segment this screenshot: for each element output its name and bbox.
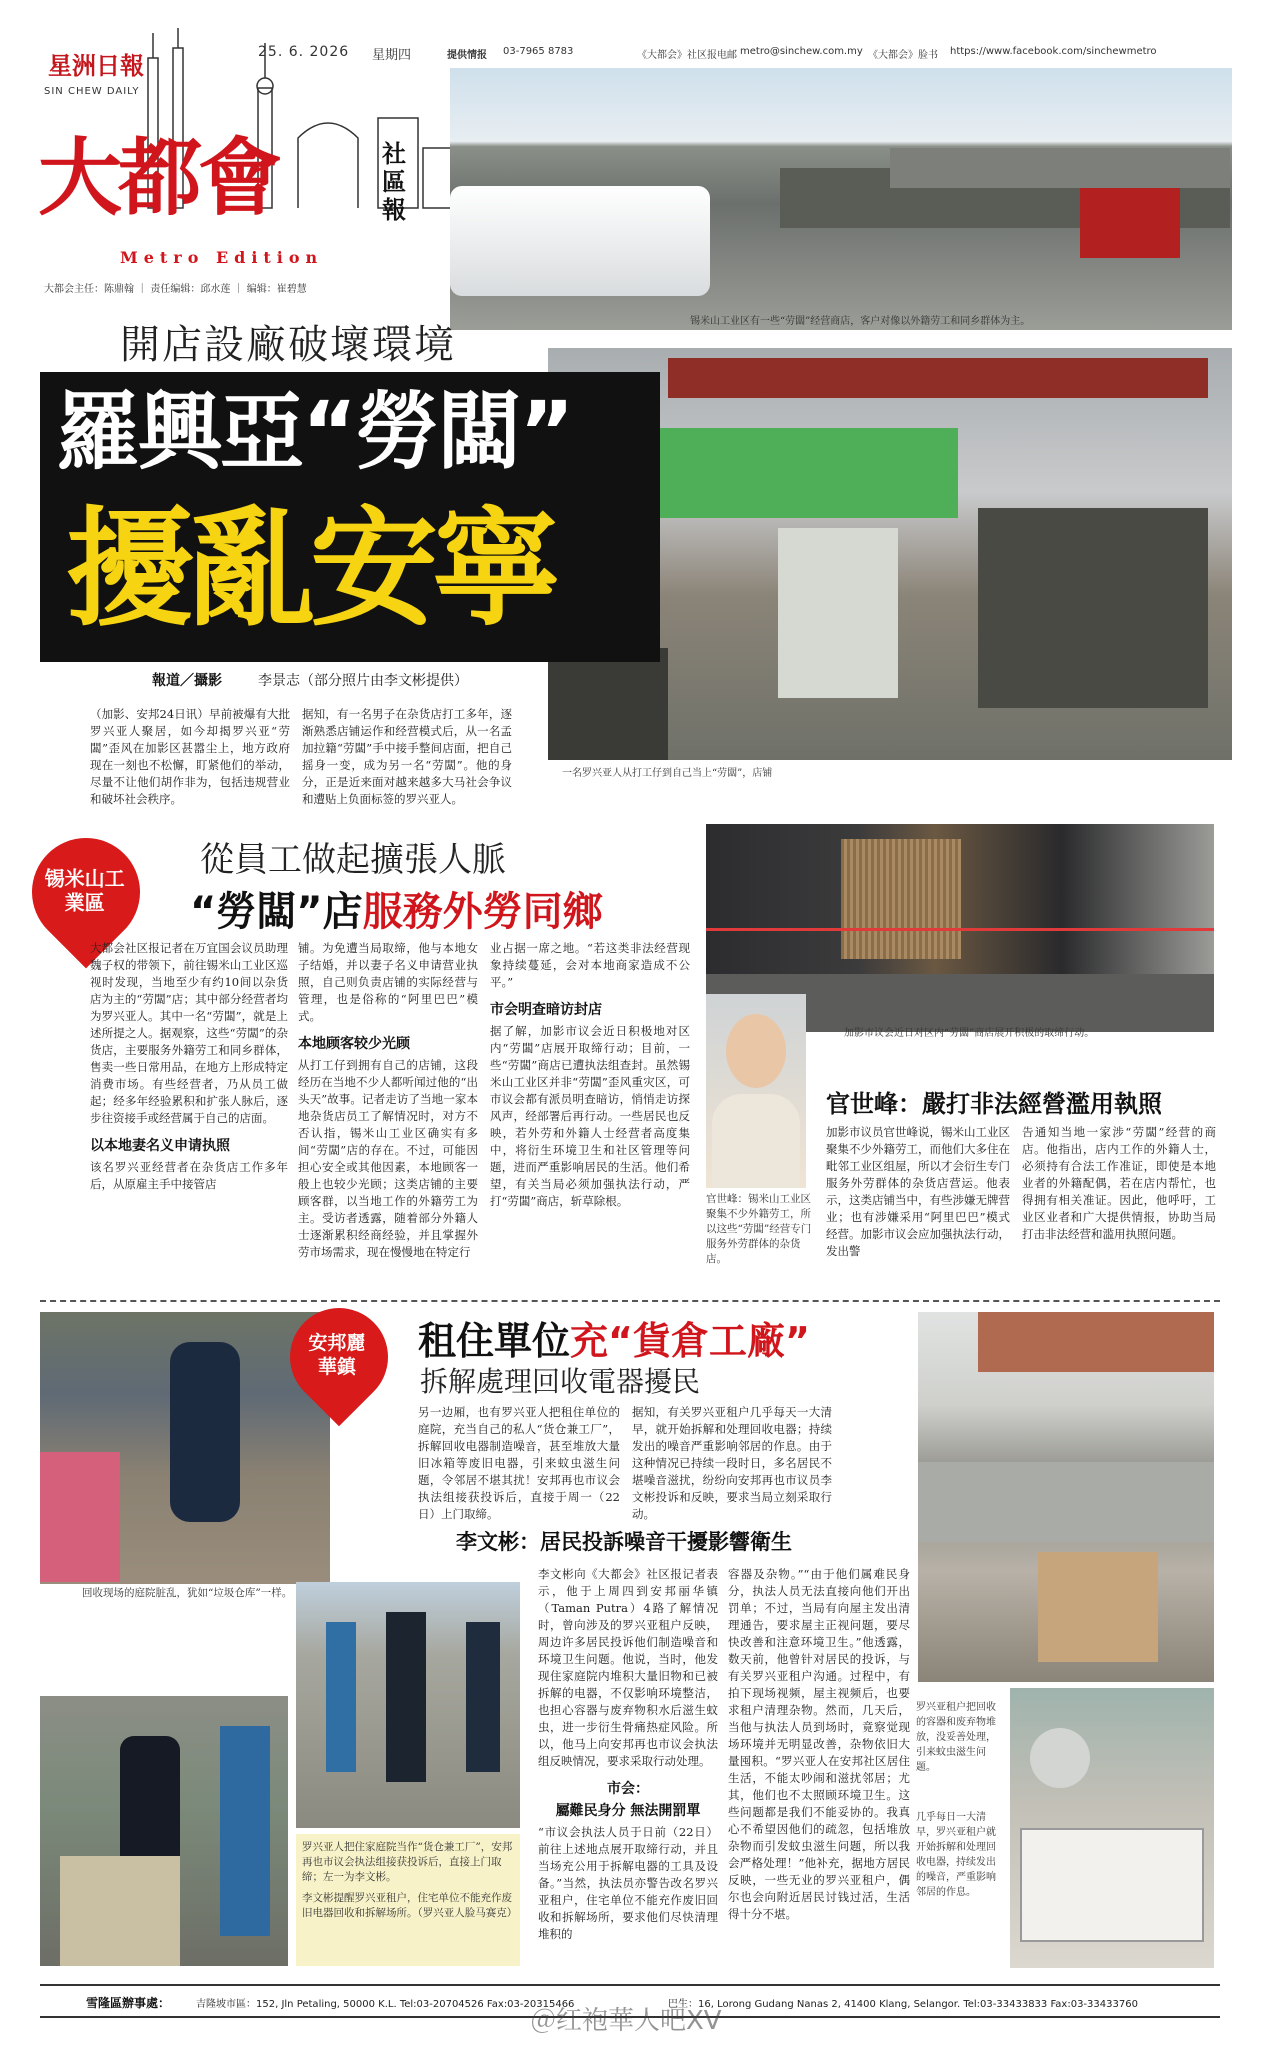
- section2-col1: 另一边厢，也有罗兴亚人把租住单位的庭院，充当自己的私人“货仓兼工厂”，拆解回收电器制造噪音，甚至堆放大量旧冰箱等废旧电器，引来蚊虫滋生问题，令邻居不堪其扰！安邦再也市议会执法组接获投诉后，直接于周一（22日）上门取缔。: [418, 1405, 620, 1521]
- section2-col2: 据知，有关罗兴亚租户几乎每天一大清早，就开始拆解和处理回收电器；持续发出的噪音严重影响邻居的作息。由于这种情况已持续一段时日，多名居民不堪噪音滋扰，纷纷向安邦再也市议员李文彬投诉和反映，要求当局立刻采取行动。: [632, 1405, 832, 1521]
- photo-enforcement-caption: 罗兴亚人把住家庭院当作“货仓兼工厂”，安邦再也市议会执法组接获投诉后，直接上门取缔；左一为李文彬。: [302, 1841, 513, 1883]
- edition-label: Metro Edition: [120, 248, 324, 267]
- photo-junk-yard: [918, 1312, 1214, 1682]
- section1-col2: 铺。为免遭当局取缔，他与本地女子结婚，并以妻子名义申请营业执照，自己则负责店铺的实际经营与管理，也是俗称的“阿里巴巴”模式。 本地顾客较少光顾 从打工仔到拥有自己的店铺，这段经历在当地不少人都听闻过他的“出头天”故事。记者走访了当地一家本地杂货店员工了解情况时，对方不否认指，锡米山工业区确实有多间“劳闆”店的存在。不过，可能因担心安全或其他因素，本地顾客一般上也较少光顾；这类店铺的主要顾客群，以当地工作的外籍劳工为主。受访者透露，随着部分外籍人士逐渐累积经商经验，并且掌握外劳市场需求，现在慢慢地在特定行: [298, 941, 478, 1259]
- facebook-url: https://www.facebook.com/sinchewmetro: [950, 46, 1157, 57]
- location-badge-1: 锡米山工業區: [10, 816, 163, 969]
- portrait-caption: 官世峰：锡米山工业区聚集不少外籍劳工，所以这些“劳闆”经营专门服务外劳群体的杂货店。: [706, 1193, 812, 1265]
- section1-col1: 大都会社区报记者在万宜国会议员助理魏子权的带领下，前往锡米山工业区巡视时发现，当地至少有约10间以杂货店为主的“劳闆”店；其中部分经营者均为罗兴亚人。其中一名“劳闆”，就是上述所提之人。据观察，这些“劳闆”的杂货店，主要服务外籍劳工和同乡群体，售卖一些日常用品，在地方上形成特定消费市场。有些经营者，乃从员工做起；经多年经验累积和扩张人脉后，逐步往资接手或经营属于自己的店面。 以本地妻名义申请执照 该名罗兴亚经营者在杂货店工作多年后，从原雇主手中接管店: [90, 941, 288, 1191]
- section2-col4: 容器及杂物。”“由于他们属难民身分，执法人员无法直接向他们开出罚单；不过，当局有向屋主发出清理通告，要求屋主正视问题，要尽快改善和注意环境卫生。”他透露，数天前，他曾针对居民的投诉，与有关罗兴亚租户沟通。过程中，有拍下现场视频，屋主视频后，也要求租户清理杂物。然而，几天后，当他与执法人员到场时，竟察觉现场环境并无明显改善，杂物依旧大量囤积。“罗兴亚人在安邦社区居住生活，不能太吵闹和滋扰邻居；尤其，他们也不太照顾环境卫生。这些问题都是我们不能妥协的。我真心不希望因他们的疏忽，包括堆放杂物而引发蚊虫滋生问题，所以我会严格处理！”他补充，据地方居民反映，一些无业的罗兴亚租户，偶尔也会向附近居民讨钱过活，生活得十分不堪。: [728, 1567, 910, 1921]
- story1-headline-2: 擾亂安寧: [66, 495, 555, 644]
- section1-col3-subhead: 市会明查暗访封店: [490, 1002, 602, 1018]
- date: 25. 6. 2026: [258, 44, 350, 60]
- story1-headline-box: [40, 372, 660, 662]
- section1-headline-a: “勞闆”店: [190, 889, 363, 935]
- photo-sealed-shop-caption: 加影市议会近日对区内“劳闆”商店展开积极的取缔行动。: [844, 1028, 1095, 1039]
- paper-name-en: SIN CHEW DAILY: [44, 86, 140, 97]
- footer-address-klang: 巴生：16, Lorong Gudang Nanas 2, 41400 Klang, Selangor. Tel:03-33433833 Fax:03-33433760: [668, 1999, 1138, 2010]
- section1-headline: [190, 880, 603, 937]
- section-sub: 社區報: [382, 140, 406, 224]
- photo-enforcement-caption-box: [296, 1834, 520, 1966]
- photo-worker-caption: 回收现场的庭院脏乱，犹如“垃圾仓库”一样。: [82, 1587, 293, 1599]
- section2-col3-subhead-b: 屬難民身分 無法開罰單: [555, 1803, 701, 1819]
- facebook-label: 《大都会》脸书: [868, 50, 938, 61]
- photo-worker: [40, 1312, 330, 1584]
- section-divider: [40, 1300, 1220, 1302]
- watermark: ＠红袍華人吧XV: [530, 2006, 722, 2036]
- email: metro@sinchew.com.my: [740, 46, 863, 57]
- hotline: 03-7965 8783: [503, 46, 574, 57]
- photo-junk-caption: 罗兴亚租户把回收的容器和废弃物堆放，没妥善处理，引来蚊虫滋生问题。: [916, 1702, 996, 1773]
- section1-col1-subhead: 以本地妻名义申请执照: [90, 1138, 230, 1154]
- photo-street-caption: 锡米山工业区有一些“劳闆”经营商店，客户对像以外籍劳工和同乡群体为主。: [690, 316, 1031, 327]
- section2-subhead: 拆解處理回收電器擾民: [420, 1365, 701, 1398]
- staff-credits: 大都会主任：陈鼎翰 ｜ 责任编辑：邱水莲 ｜ 编辑：崔碧慧: [44, 284, 307, 295]
- photo-owner-caption: 李文彬提醒罗兴亚租户，住宅单位不能充作废旧电器回收和拆解场所。（罗兴亚人脸马赛克）: [302, 1892, 518, 1919]
- footer-address-kl: 吉隆坡市區：152, Jln Petaling, 50000 K.L. Tel:03-20704526 Fax:03-20315466: [196, 1999, 575, 2010]
- section-title: 大都會: [38, 129, 279, 227]
- byline-label: 報道／攝影: [152, 673, 222, 689]
- story1-lead-1: （加影、安邦24日讯）早前被爆有大批罗兴亚人聚居，如今却揭罗兴亚“劳闆”歪风在加影区甚嚣尘上，地方政府现在一刻也不松懈，盯紧他们的举动，尽量不让他们胡作非为，包括违规营业和破坏社会秩序。: [90, 707, 290, 806]
- hotline-label: 提供情报: [447, 50, 487, 61]
- photo-owner: [40, 1696, 288, 1966]
- section1-kicker: 從員工做起擴張人脈: [200, 840, 506, 880]
- paper-name: 星洲日報: [48, 51, 144, 80]
- section2-col3: 李文彬向《大都会》社区报记者表示，他于上周四到安邦丽华镇（Taman Putra）4路了解情况时，曾向涉及的罗兴亚租户反映，周边许多居民投诉他们制造噪音和环境卫生问题。他说，当时，他发现住家庭院内堆积大量旧物和已被拆解的电器，不仅影响环境整洁，也担心容器与废弃物积水后滋生蚊虫，进一步衍生骨痛热症风险。所以，他马上向安邦再也市议会执法组反映情况，要求采取行动处理。 市会： 屬難民身分 無法開罰單 “市议会执法人员于日前（22日）前往上述地点展开取缔行动，并且当场充公用于拆解电器的工具及设备。”当然，执法员亦警告改名罗兴亚租户，住宅单位不能充作废旧回收和拆解场所，要求他们尽快清理堆积的: [538, 1567, 718, 1941]
- portrait-photo: [706, 994, 806, 1188]
- section2-headline: [418, 1310, 810, 1365]
- quote-col-2: 告通知当地一家涉“劳闆”经营的商店。他指出，店内工作的外籍人士，必须持有合法工作准证，即使是本地业者的外籍配偶，若在店内帮忙，也得拥有相关准证。因此，他呼吁，工业区业者和广大提供情报，协助当局打击非法经营和滥用执照问题。: [1022, 1125, 1216, 1241]
- photo-enforcement: [296, 1582, 520, 1828]
- weekday: 星期四: [372, 48, 412, 63]
- section1-headline-b: 服務外勞同鄉: [362, 889, 603, 935]
- photo-street: [450, 68, 1232, 330]
- section1-col3: 业占据一席之地。“若这类非法经营现象持续蔓延，会对本地商家造成不公平。” 市会明查暗访封店 据了解，加影市议会近日积极地对区内“劳闆”店展开取缔行动；目前，一些“劳闆”商店已遭执法组查封。虽然锡米山工业区并非“劳闆”歪风重灾区，可市议会都有派员明查暗访，悄悄走访探风声，经部署后再行动。一些居民也反映，若外劳和外籍人士经营者高度集中，将衍生环境卫生和社区管理等问题，进而严重影响居民的生活。他们希望，有关当局必须加强执法行动，严打“劳闆”商店，斩草除根。: [490, 941, 690, 1208]
- section2-col3-subhead-a: 市会：: [607, 1781, 649, 1797]
- section2-headline-a: 租住單位: [418, 1319, 571, 1363]
- footer-office-label: 雪隆區辦事處：: [86, 1996, 171, 2010]
- photo-appliances-caption: 几乎每日一大清早，罗兴亚租户就开始拆解和处理回收电器，持续发出的噪音，严重影响邻居的作息。: [916, 1812, 996, 1898]
- section2-quote-head: 李文彬：居民投訴噪音干擾影響衛生: [456, 1530, 792, 1554]
- photo-shopfront-caption: 一名罗兴亚人从打工仔到自己当上“劳闆”，店铺: [562, 768, 773, 779]
- photo-appliances: [1010, 1688, 1214, 1968]
- email-label: 《大都会》社区报电邮: [637, 50, 737, 61]
- section2-headline-b: 充“貨倉工廠”: [570, 1319, 810, 1363]
- quote-headline-1: 官世峰：嚴打非法經營濫用執照: [826, 1090, 1162, 1118]
- story1-lead-2: 据知，有一名男子在杂货店打工多年，逐渐熟悉店铺运作和经营模式后，从一名孟加拉籍“劳闆”手中接手整间店面，把自己摇身一变，成为另一名“劳闆”。他的身分，正是近来面对越来越多大马社会争议和遭贴上负面标签的罗兴亚人。: [302, 707, 512, 806]
- story1-kicker: 開店設廠破壞環境: [120, 322, 456, 368]
- quote-col-1: 加影市议员官世峰说，锡米山工业区聚集不少外籍劳工，而他们大多住在毗邻工业区组屋，所以才会衍生专门服务外劳群体的杂货店营运。他表示，这类店铺当中，有些涉嫌无牌营业；也有涉嫌采用“阿里巴巴”模式经营。加影市议会应加强执法行动，发出警: [826, 1125, 1010, 1258]
- location-badge-2: 安邦麗華鎮: [270, 1288, 409, 1427]
- story1-headline-1: 羅興亞“勞闆”: [56, 383, 573, 481]
- byline: 李景志（部分照片由李文彬提供）: [258, 673, 468, 689]
- section1-col2-subhead: 本地顾客较少光顾: [298, 1036, 410, 1052]
